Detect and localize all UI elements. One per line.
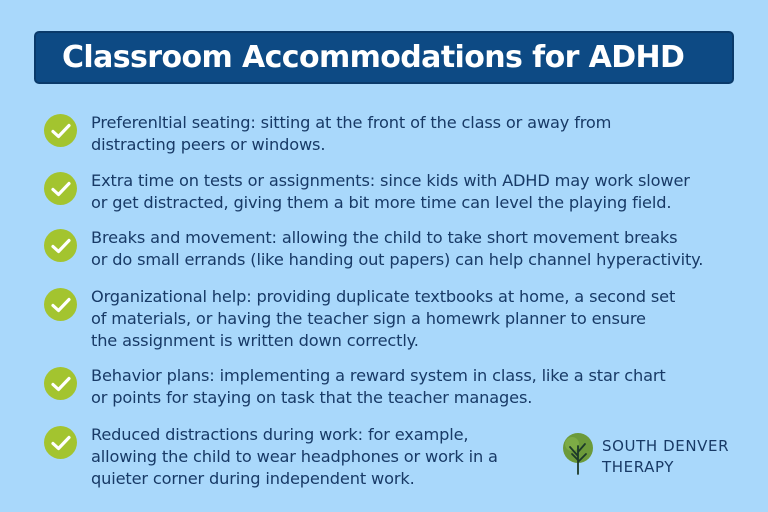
- checkmark-icon: [44, 367, 77, 400]
- checkmark-icon: [44, 229, 77, 262]
- checkmark-icon: [44, 172, 77, 205]
- item-text: [91, 112, 611, 156]
- page-title: Classroom Accommodations for ADHD: [62, 40, 685, 75]
- item-text: [91, 424, 498, 490]
- item-line: or do small errands (like handing out papers) can help channel hyperactivity.: [91, 250, 704, 269]
- list-item: [44, 365, 744, 409]
- checkmark-icon: [44, 426, 77, 459]
- item-text: [91, 227, 703, 271]
- list-item: [44, 112, 744, 156]
- tree-icon: [560, 432, 596, 476]
- list-item: [44, 286, 744, 352]
- item-line: the assignment is written down correctly.: [91, 331, 419, 350]
- item-text: [91, 170, 690, 214]
- checkmark-icon: [44, 288, 77, 321]
- item-line: Extra time on tests or assignments: since kids with ADHD may work slower: [91, 171, 690, 190]
- item-line: Preferenltial seating: sitting at the front of the class or away from: [91, 113, 612, 132]
- list-item: [44, 424, 544, 490]
- title-banner: [34, 31, 734, 84]
- item-line: allowing the child to wear headphones or work in a: [91, 447, 498, 466]
- item-line: Behavior plans: implementing a reward system in class, like a star chart: [91, 366, 666, 385]
- item-line: Organizational help: providing duplicate textbooks at home, a second set: [91, 287, 676, 306]
- item-text: [91, 365, 666, 409]
- list-item: [44, 170, 744, 214]
- logo-line: SOUTH DENVER: [602, 437, 730, 455]
- item-line: or points for staying on task that the teacher manages.: [91, 388, 533, 407]
- list-item: [44, 227, 744, 271]
- logo-line: THERAPY: [602, 458, 675, 476]
- logo-text: [602, 436, 729, 478]
- item-line: distracting peers or windows.: [91, 135, 326, 154]
- item-line: or get distracted, giving them a bit more time can level the playing field.: [91, 193, 672, 212]
- item-line: quieter corner during independent work.: [91, 469, 415, 488]
- item-line: Breaks and movement: allowing the child to take short movement breaks: [91, 228, 678, 247]
- item-line: Reduced distractions during work: for example,: [91, 425, 469, 444]
- item-text: [91, 286, 675, 352]
- logo: [560, 432, 750, 482]
- checkmark-icon: [44, 114, 77, 147]
- item-line: of materials, or having the teacher sign a homewrk planner to ensure: [91, 309, 646, 328]
